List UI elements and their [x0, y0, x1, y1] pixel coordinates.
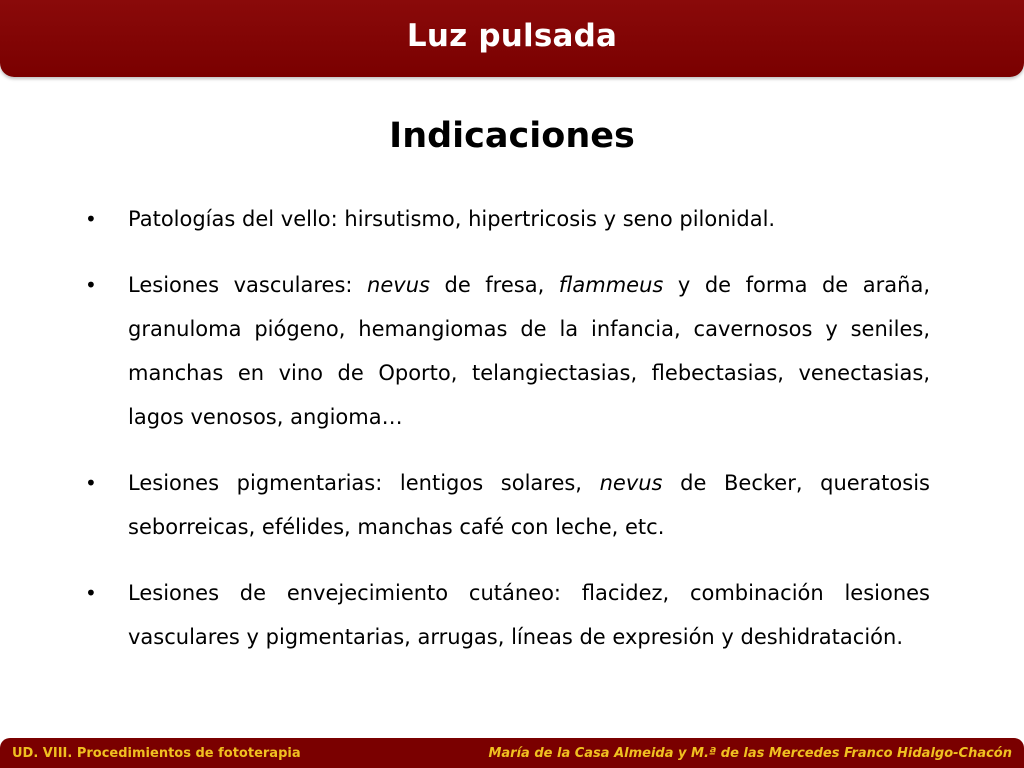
bullet-item	[85, 197, 930, 241]
footer-bar	[0, 738, 1024, 768]
italic-term: nevus	[599, 471, 663, 495]
bullet-item	[85, 571, 930, 659]
bullet-list	[85, 197, 930, 681]
footer-authors: María de la Casa Almeida y M.ª de las Mercedes Franco Hidalgo-Chacón	[488, 745, 1012, 761]
slide-heading: Indicaciones	[389, 116, 635, 156]
header-bar	[0, 0, 1024, 77]
bullet-icon: •	[85, 471, 97, 495]
header-title: Luz pulsada	[406, 17, 618, 54]
footer-unit-title: UD. VIII. Procedimientos de fototerapia	[12, 745, 301, 761]
bullet-text: Lesiones de envejecimiento cutáneo: flacidez, combinación lesiones vasculares y pigmentarias, arrugas, líneas de expresión y deshidratación.	[128, 581, 930, 649]
bullet-icon: •	[85, 273, 97, 297]
bullet-item	[85, 263, 930, 439]
bullet-item	[85, 461, 930, 549]
bullet-icon: •	[85, 581, 97, 605]
italic-term: flammeus	[558, 273, 664, 297]
italic-term: nevus	[367, 273, 430, 297]
bullet-text: Patologías del vello: hirsutismo, hipertricosis y seno pilonidal.	[128, 207, 776, 231]
bullet-text: Lesiones pigmentarias: lentigos solares, nevus de Becker, queratosis seborreicas, efélides, manchas café con leche, etc.	[128, 471, 930, 539]
bullet-icon: •	[85, 207, 97, 231]
bullet-text: Lesiones vasculares: nevus de fresa, flammeus y de forma de araña, granuloma piógeno, hemangiomas de la infancia, cavernosos y seniles, manchas en vino de Oporto, telangiectasias, flebectasias, venectasias, lagos venosos, angioma…	[128, 273, 930, 429]
